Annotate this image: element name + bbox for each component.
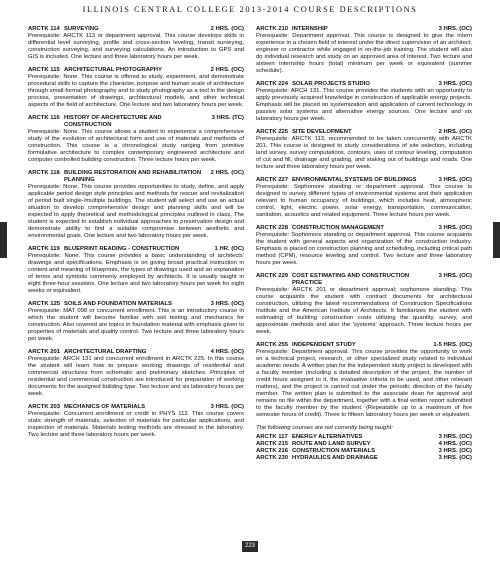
course-hours: 4 HRS. (OC) (438, 441, 472, 447)
course-number: ARCTK 227 (256, 177, 289, 183)
left-edge-tab (0, 222, 7, 258)
course-hours: 3 HRS. (OC) (438, 177, 472, 183)
course-entry (28, 26, 244, 61)
course-entry (256, 273, 472, 336)
course-description: Prerequisite: None. This course allows a student to experience a comprehensive study of the evolution of architectural form and use of materials and methods of construction. This course is a chronological study ranging from primitive formulative architecture to complex contemporary engineered architecture and computer controlled building construction. Three lecture hours per week. (28, 129, 244, 163)
course-title: INDEPENDENT STUDY (292, 342, 356, 348)
right-edge-tab (493, 222, 500, 258)
course-heading (28, 170, 244, 184)
course-hours: 1 HR. (OC) (214, 246, 244, 252)
course-entry (256, 342, 472, 419)
course-title: BUILDING RESTORATION AND REHABILITATION PLANNING (64, 170, 202, 183)
course-number: ARCTK 201 (28, 349, 61, 355)
course-number: ARCTK 114 (28, 26, 60, 32)
course-number: ARCTK 229 (256, 273, 289, 279)
course-hours: 3 HRS. (OC) (438, 273, 472, 279)
course-hours: 3 HRS. (OC) (438, 448, 472, 454)
course-heading (256, 225, 472, 232)
course-number: ARCTK 125 (28, 301, 61, 307)
course-description: Prerequisite: MAT 098 or concurrent enrollment. This is an introductory course in which the student will become familiar with soil testing and mechanics for construction. Also covered are topics in foundation material with emphasis given to properties of materials and quality control. Two lecture and three laboratory hours per week. (28, 308, 244, 342)
course-entry (28, 170, 244, 240)
course-number: ARCTK 228 (256, 225, 289, 231)
not-taught-note: The following courses are not currently being taught: (256, 425, 393, 431)
course-title: CONSTRUCTION MATERIALS (292, 448, 376, 454)
course-hours: 2 HRS. (OC) (210, 26, 244, 32)
course-hours: 3 HRS. (OC) (210, 301, 244, 307)
not-taught-item (256, 455, 472, 462)
course-number: ARCTK 224 (256, 81, 289, 87)
course-hours: 3 HRS. (OC) (438, 26, 472, 32)
course-entry (28, 246, 244, 295)
course-number: ARCTK 116 (28, 115, 60, 121)
course-heading (28, 404, 244, 411)
course-description: Prerequisite: Department approval. This course provides the opportunity to work on a technical project, research, or other specialized study related to individual academic needs. A written plan for the independent study project is developed with a faculty member (including a detailed description of the project, the number of credit hours assigned to it, the evaluative criteria to be used, and other relevant matters), and the project is carried out under the periodic direction of the faculty member. The written plan is submitted to the associate dean for approval and remains on file within the department, together with a final written report submitted to the faculty member by the student. (Repeatable up to a maximum of five semester hours of credit). Three to fifteen laboratory hours per week or equivalent. (256, 349, 472, 418)
course-hours: 3 HRS. (OC) (210, 404, 244, 410)
course-entry (256, 81, 472, 123)
course-title: CONSTRUCTION MANAGEMENT (292, 225, 384, 231)
course-hours: 3 HRS. (OC) (438, 455, 472, 461)
course-heading (256, 26, 472, 33)
course-heading (28, 115, 244, 129)
course-hours: 3 HRS. (OC) (438, 434, 472, 440)
course-entry (256, 225, 472, 267)
course-entry (28, 67, 244, 109)
course-description: Prerequisite: None. This course provides opportunities to study, define, and apply applicable period design style principles and methods for rescue and revitalization of period built single-/multiple buildings. The student will select and use an actual situation to develop comprehensive design and planning skills and will be expected to apply theoretical and methodological principles outlined in class. The student is expected to establish individual approaches to preservation design and demonstrate ability to find a suitable compromise between aesthetic and environmental goals. One lecture and two laboratory hours per week. (28, 184, 244, 239)
course-number: ARCTK 203 (28, 404, 61, 410)
course-title: ARCHITECTURAL PHOTOGRAPHY (64, 67, 162, 73)
course-heading (28, 246, 244, 253)
page-number: 223 (242, 541, 258, 552)
course-description: Prerequisite: Concurrent enrollment or credit in PHYS 112. This course covers static strength of materials, selection of materials for particular applications, and inspection of materials. Materials testing methods are stressed in the laboratory. Two lecture and three laboratory hours per week. (28, 411, 244, 438)
not-taught-item (256, 448, 472, 455)
course-heading (28, 26, 244, 33)
course-title: ENERGY ALTERNATIVES (292, 434, 363, 440)
course-heading (256, 273, 472, 287)
course-number: ARCTK 215 (256, 441, 289, 447)
course-number: ARCTK 216 (256, 448, 289, 454)
course-title: COST ESTIMATING AND CONSTRUCTION PRACTICE (292, 273, 410, 286)
course-entry (28, 404, 244, 439)
course-hours: 3 HRS. (OC) (438, 81, 472, 87)
course-entry (28, 349, 244, 398)
course-title: ARCHITECTURAL DRAFTING (64, 349, 147, 355)
course-title: SURVEYING (64, 26, 99, 32)
course-number: ARCTK 230 (256, 455, 289, 461)
course-number: ARCTK 118 (28, 170, 60, 176)
course-title: ROUTE AND LAND SURVEY (292, 441, 371, 447)
course-description: Prerequisite: ARCTK 201 or department approval; sophomore standing. This course acquaints the student with contract documents for architectural construction, utilizing the latest recommendations of Construction Specifications Institute and the American Institute of Architects. It familiarizes the student with estimating of building construction costs utilizing the quantity, survey, and approximate methods and also the 'systems' approach. Three lecture hours per week. (256, 287, 472, 335)
course-description: Prerequisite: None. This course provides a basic understanding of architects' drawings and specifications. Emphasis is on giving broad practical instruction in content and meaning of blueprints, the types of drawings used and an explanation of terms and symbols commonly employed by architects. It is usually taught in eight three-hour sessions. One lecture and two laboratory hours per week for eight weeks or equivalent. (28, 253, 244, 294)
course-hours: 2 HRS. (OC) (210, 67, 244, 73)
course-description: Prerequisite: Sophomore standing or department approval. This course acquaints the student with general aspects and organization of the construction industry. Emphasis is placed on construction planning and scheduling, including critical path method (CPM), resource leveling and control. Two lecture and three laboratory hours per week. (256, 232, 472, 266)
course-heading (28, 301, 244, 308)
course-description: Prerequisite: Department approval. This course is designed to give the intern experience in a chosen field of interest under the direct supervision of an architect, engineer or contractor while engaged in on-the-job training. The student will also do individual research and study on an approved area of interest. Two lecture and sixteen internship hours (total) minimum per week or equivalent (summer schedule). (256, 33, 472, 74)
course-entry (28, 115, 244, 164)
course-title: SOLAR PROJECTS STUDIO (292, 81, 370, 87)
not-taught-list (256, 434, 472, 462)
course-number: ARCTK 119 (28, 246, 60, 252)
course-title: INTERNSHIP (292, 26, 328, 32)
course-hours: 3 HRS. (TC) (211, 115, 244, 121)
course-heading (28, 67, 244, 74)
not-taught-item (256, 434, 472, 441)
course-description: Prerequisite: Sophomore standing or department approval. This course is designed to survey different types of environmental systems and their application relevant to human occupancy of buildings, which includes heat, atmospheric control, light, electric power, solar energy, transportation, communication, sanitation, acoustics and related equipment. Three lecture hours per week. (256, 184, 472, 218)
course-description: Prerequisite: ARCTK 113 or department approval. This course develops skills in differential level surveying, profile and cross-section leveling, transit surveying, construction surveying, and surveying calculations. An introduction to GPS and GIS is included. One lecture and three laboratory hours per week. (28, 33, 244, 60)
not-taught-item (256, 441, 472, 448)
course-entry (256, 177, 472, 219)
course-hours: 1-5 HRS. (OC) (433, 342, 472, 348)
right-column (256, 26, 472, 462)
course-description: Prerequisite: None. This course is offered to study, experiment, and demonstrate procedural skills to capture the character, purpose and human scale of architecture through small-format photography and to study photography as a tool in the design process, presentation of drawings, architectural models, and other technical aspects of the field of architecture. One lecture and two laboratory hours per week. (28, 74, 244, 108)
course-title: ENVIRONMENTAL SYSTEMS OF BUILDINGS (292, 177, 417, 183)
course-number: ARCTK 115 (28, 67, 60, 73)
course-entry (28, 301, 244, 343)
course-title: HISTORY OF ARCHITECTURE AND CONSTRUCTION (64, 115, 162, 128)
course-title: MECHANICS OF MATERIALS (64, 404, 146, 410)
course-heading (256, 177, 472, 184)
course-title: SITE DEVELOPMENT (292, 129, 352, 135)
course-heading (256, 81, 472, 88)
course-hours: 2 HRS. (OC) (438, 129, 472, 135)
course-heading (256, 129, 472, 136)
course-description: Prerequisite: ARCTK 113, recommended to be taken concurrently with ARCTK 201. This course is designed to study considerations of site selection, including land survey, survey computations, contours, uses of contour leveling, computation of cut and fill, drainage and grading, and staking out of buildings and roads. One lecture and three laboratory hours per week. (256, 136, 472, 170)
course-entry (256, 129, 472, 171)
right-course-list (256, 26, 472, 419)
course-number: ARCTK 255 (256, 342, 289, 348)
course-heading (28, 349, 244, 356)
course-heading (256, 342, 472, 349)
course-title: BLUEPRINT READING - CONSTRUCTION (64, 246, 180, 252)
course-hours: 3 HRS. (OC) (438, 225, 472, 231)
course-number: ARCTK 117 (256, 434, 288, 440)
course-number: ARCTK 210 (256, 26, 289, 32)
course-title: SOILS AND FOUNDATION MATERIALS (64, 301, 172, 307)
course-hours: 4 HRS. (OC) (210, 349, 244, 355)
course-entry (256, 26, 472, 75)
page-header: ILLINOIS CENTRAL COLLEGE 2013-2014 COURSE DESCRIPTIONS (82, 5, 418, 14)
course-hours: 2 HRS. (OC) (210, 170, 244, 176)
course-description: Prerequisite: ARCH 131. This course provides the students with an opportunity to apply previously acquired knowledge in construction of applicable energy projects. Emphasis will be placed on systemization and application of current technology in passive solar systems and alternative energy sources. One lecture and six laboratory hours per week. (256, 88, 472, 122)
left-column (28, 26, 244, 445)
course-title: HYDRAULICS AND DRAINAGE (292, 455, 378, 461)
course-number: ARCTK 225 (256, 129, 289, 135)
course-description: Prerequisite: ARCH 131 and concurrent enrollment in ARCTK 225. In this course the student will learn how to prepare working drawings of residential and commercial structures from schematic and preliminary sketches. Principles of residential and commercial construction are introduced for preparation of working documents for the assigned building type. Two lecture and six laboratory hours per week. (28, 356, 244, 397)
